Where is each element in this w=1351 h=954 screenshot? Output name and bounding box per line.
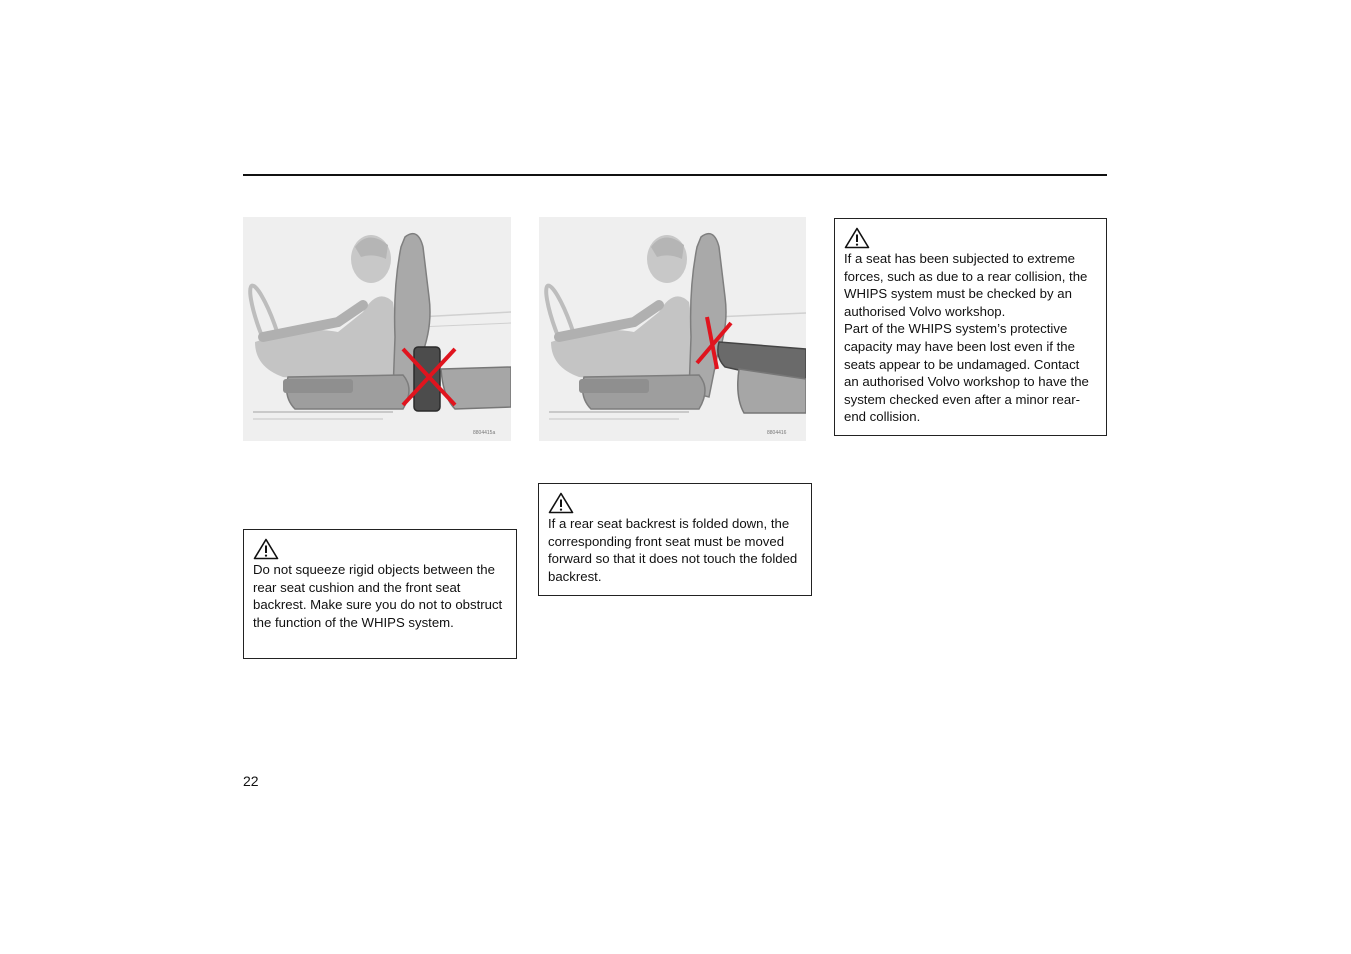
warning-box-folded-backrest	[538, 483, 812, 596]
seat-drawing	[539, 217, 806, 441]
page-number: 22	[243, 773, 259, 789]
warning-box-rigid-objects	[243, 529, 517, 659]
warning-text-paragraph-2: Part of the WHIPS system’s protective capacity may have been lost even if the seats appear to be undamaged. Contact an authorised Volvo workshop to have the system checked even after a minor rear-end collision.	[844, 321, 1089, 425]
warning-triangle-icon	[548, 492, 574, 514]
figure-code: 8804415a	[473, 430, 496, 436]
warning-triangle-icon	[844, 227, 870, 249]
warning-triangle-icon	[253, 538, 279, 560]
warning-text-paragraph-1: If a seat has been subjected to extreme forces, such as due to a rear collision, the WHIPS system must be checked by an authorised Volvo workshop.	[844, 251, 1088, 319]
illustration-rigid-object	[243, 217, 511, 441]
figure-code: 8804416	[767, 430, 787, 436]
warning-text: If a rear seat backrest is folded down, the corresponding front seat must be moved forward so that it does not touch the folded backrest.	[548, 516, 798, 584]
warning-box-rear-collision	[834, 218, 1107, 436]
illustration-folded-backrest	[539, 217, 806, 441]
header-rule	[243, 174, 1107, 176]
warning-text: Do not squeeze rigid objects between the rear seat cushion and the front seat backrest. Make sure you do not to obstruct the function of the WHIPS system.	[253, 562, 503, 630]
seat-drawing	[243, 217, 511, 441]
